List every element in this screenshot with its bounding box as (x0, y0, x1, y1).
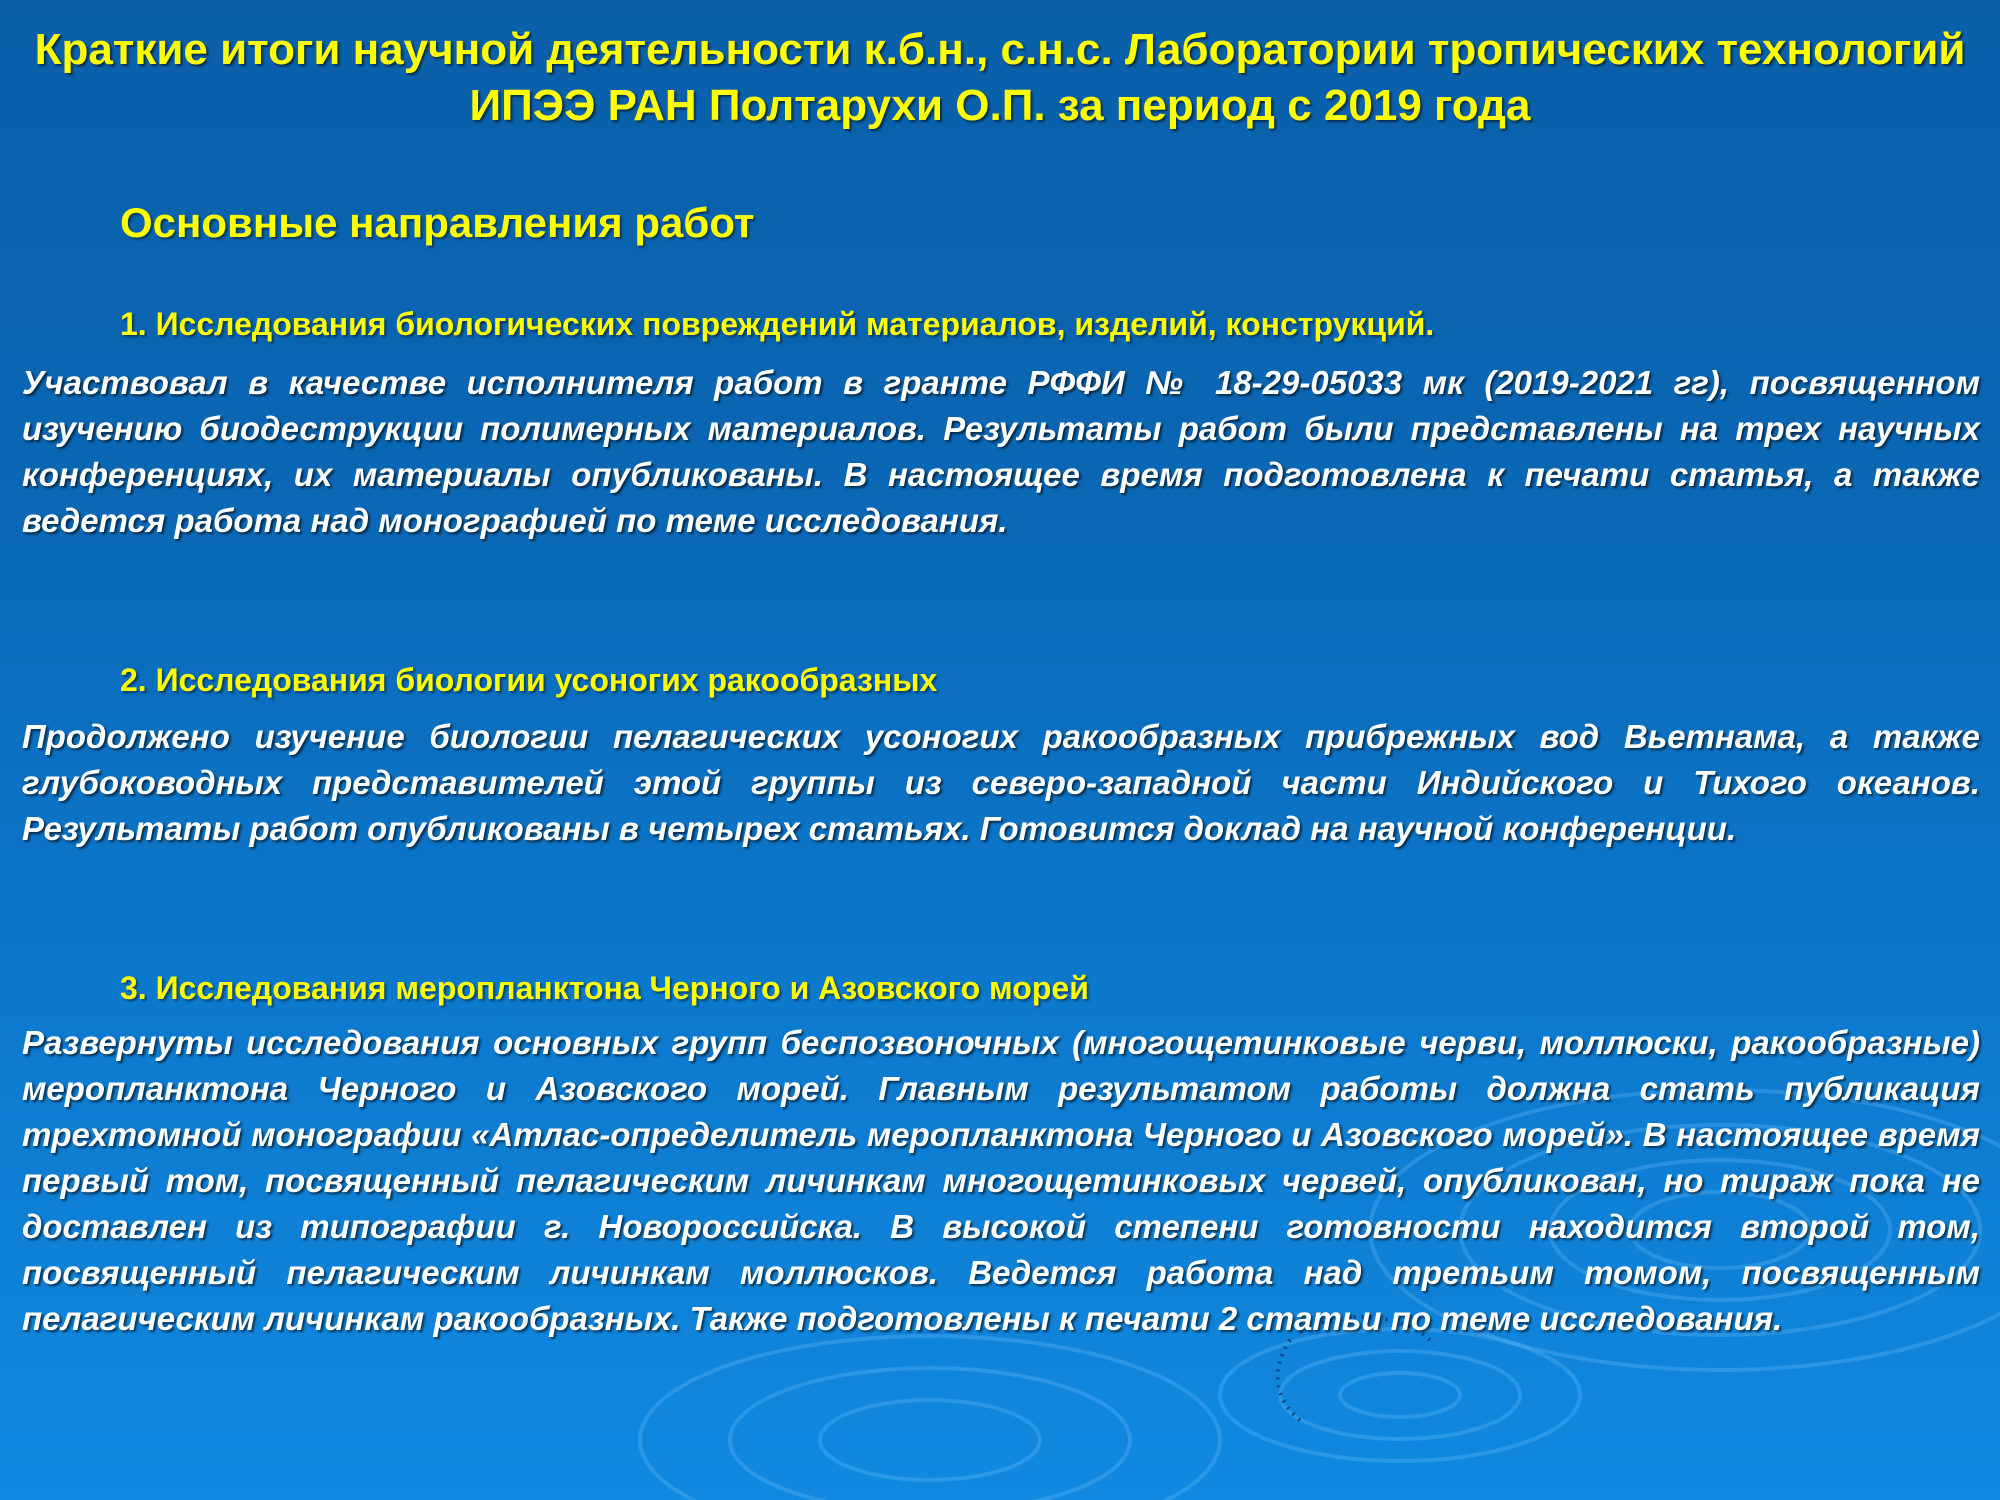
direction-text-3: Развернуты исследования основных групп беспозвоночных (многощетинковые черви, моллюски, ракообразные) меропланктона Черного и Азовского морей. Главным результатом работы должна стать публикация трехтомной монографии «Атлас-определитель меропланктона Черного и Азовского морей». В настоящее время первый том, посвященный пелагическим личинкам многощетинковых червей, опубликован, но тираж пока не доставлен из типографии г. Новороссийска. В высокой степени готовности находится второй том, посвященный пелагическим личинкам моллюсков. Ведется работа над третьим томом, посвященным пелагическим личинкам ракообразных. Также подготовлены к печати 2 статьи по теме исследования. (22, 1024, 1980, 1337)
section-title: Основные направления работ (120, 199, 755, 246)
direction-heading-3: 3. Исследования меропланктона Черного и Азовского морей (120, 970, 1089, 1006)
direction-heading-2: 2. Исследования биологии усоногих ракообразных (120, 662, 938, 698)
direction-text-2: Продолжено изучение биологии пелагических усоногих ракообразных прибрежных вод Вьетнама, а также глубоководных представителей этой группы из северо-западной части Индийского и Тихого океанов. Результаты работ опубликованы в четырех статьях. Готовится доклад на научной конференции. (22, 718, 1980, 847)
direction-text-1: Участвовал в качестве исполнителя работ в гранте РФФИ № 18-29-05033 мк (2019-2021 гг), посвященном изучению биодеструкции полимерных материалов. Результаты работ были представлены на трех научных конференциях, их материалы опубликованы. В настоящее время подготовлена к печати статья, а также ведется работа над монографией по теме исследования. (22, 364, 1980, 539)
direction-heading-1: 1. Исследования биологических повреждений материалов, изделий, конструкций. (120, 306, 1435, 342)
slide-title: Краткие итоги научной деятельности к.б.н., с.н.с. Лаборатории тропических технологий ИПЭЭ РАН Полтарухи О.П. за период с 2019 года (34, 25, 1966, 130)
